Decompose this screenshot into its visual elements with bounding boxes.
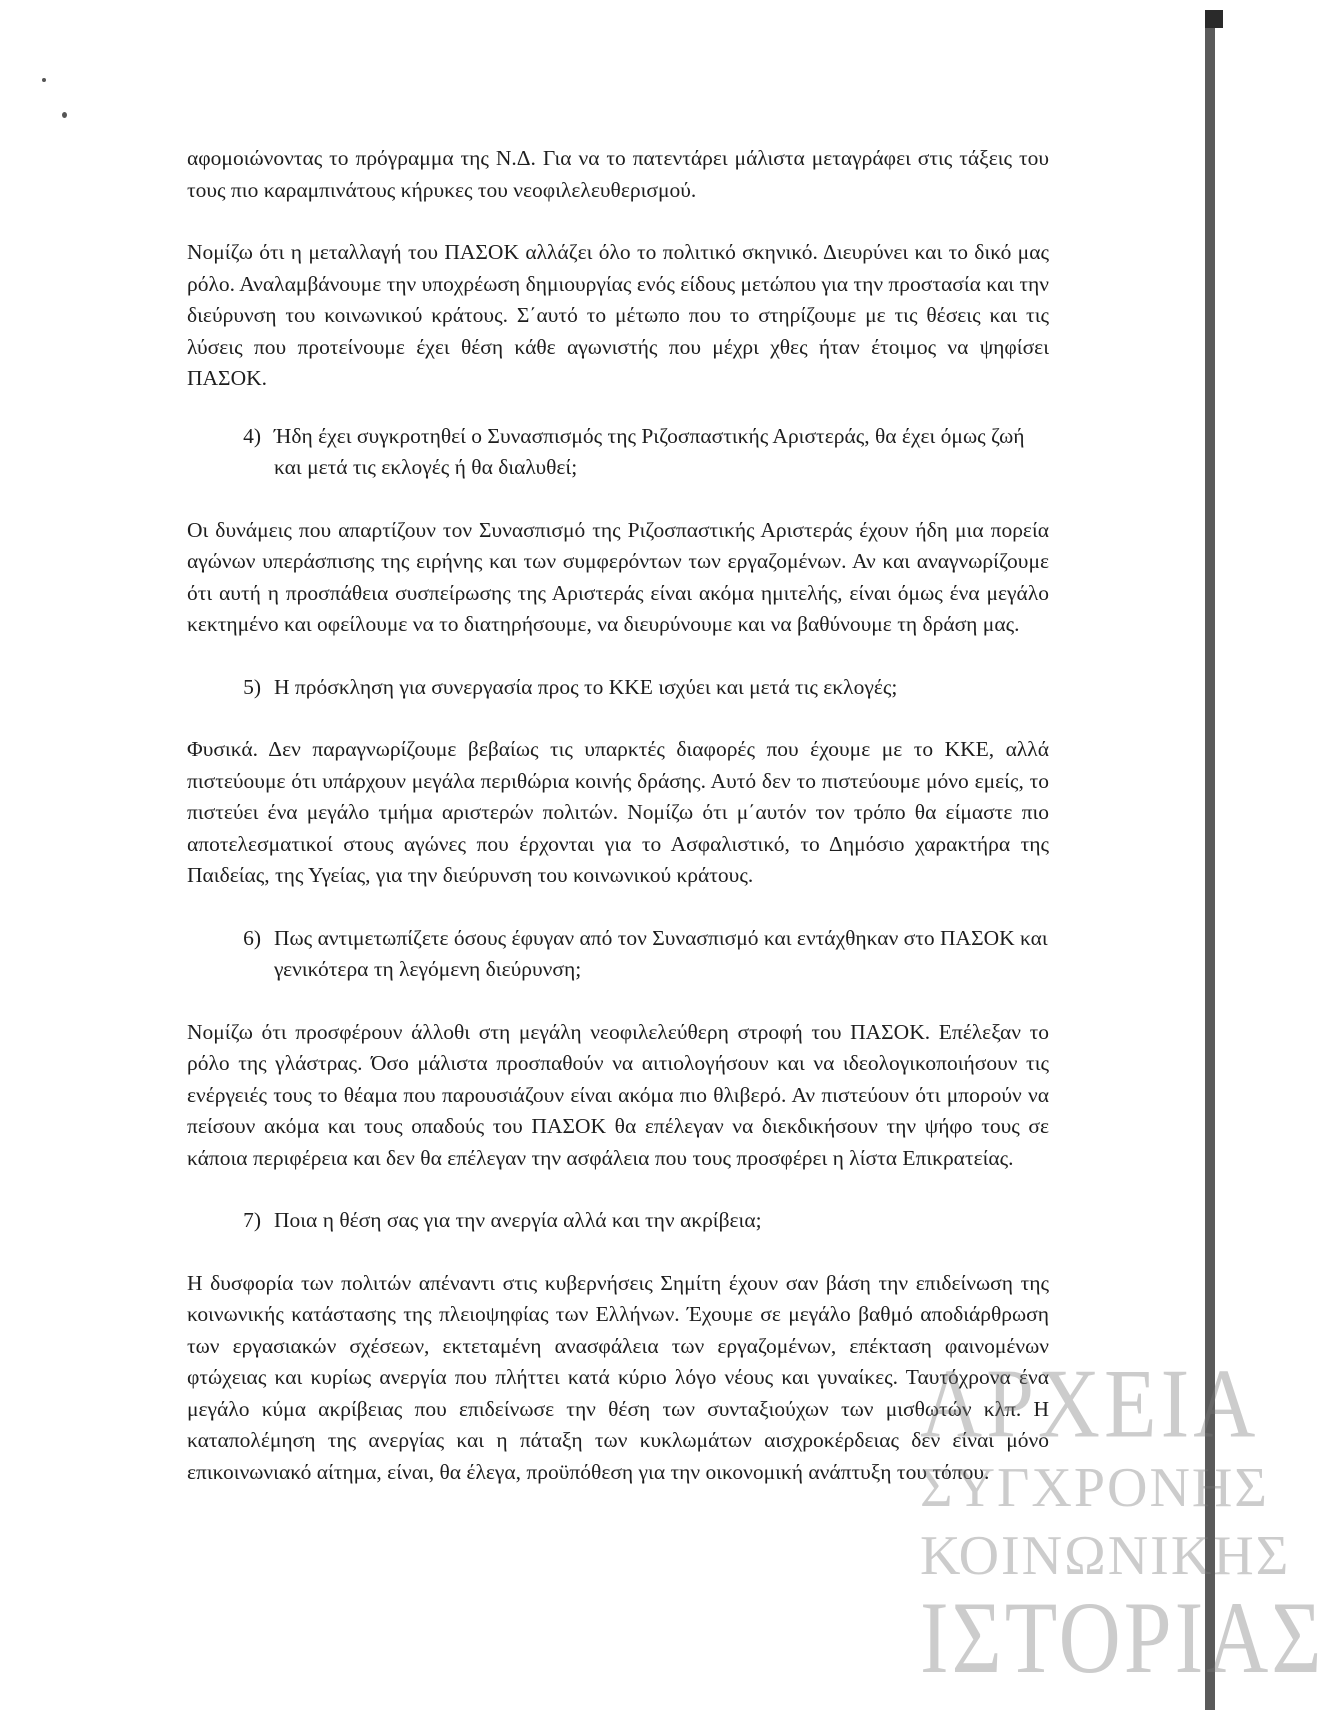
question-number: 6) [243,925,261,950]
question-number: 5) [243,674,261,699]
question-4 [187,421,1049,484]
watermark-line: ΙΣΤΟΡΙΑΣ [920,1579,1324,1695]
watermark-line: ΚΟΙΝΩΝΙΚΗΣ [920,1525,1291,1587]
scan-speck [42,78,46,82]
scan-corner-mark [1205,10,1223,28]
question-7 [187,1205,1049,1237]
paragraph-intro: αφομοιώνοντας το πρόγραμμα της Ν.Δ. Για να το πατεντάρει μάλιστα μεταγράφει στις τάξεις του τους πιο καραμπινάτους κήρυκες του νεοφιλελευθερισμού. [187,146,1049,202]
question-text: Πως αντιμετωπίζετε όσους έφυγαν από τον Συνασπισμό και εντάχθηκαν στο ΠΑΣΟΚ και γενικότερα τη λεγόμενη διεύρυνση; [274,925,1048,981]
document-body [187,143,1049,1488]
question-text: Ποια η θέση σας για την ανεργία αλλά και την ακρίβεια; [274,1208,762,1232]
question-text: Η πρόσκληση για συνεργασία προς το ΚΚΕ ισχύει και μετά τις εκλογές; [274,674,898,699]
question-6 [187,923,1049,986]
scan-speck [62,112,67,118]
answer-6: Νομίζω ότι προσφέρουν άλλοθι στη μεγάλη νεοφιλελεύθερη στροφή του ΠΑΣΟΚ. Επέλεξαν το ρόλο της γλάστρας. Όσο μάλιστα προσπαθούν να αιτιολογήσουν και να ιδεολογικοποιήσουν τις ενέργειές τους το θέαμα που παρουσιάζουν είναι ακόμα πιο θλιβερό. Αν πιστεύουν ότι μπορούν να πείσουν ακόμα και τους οπαδούς του ΠΑΣΟΚ θα επέλεγαν να διεκδικήσουν την ψήφο τους σε κάποια περιφέρεια και δεν θα επέλεγαν την ασφάλεια που τους προσφέρει η λίστα Επικρατείας. [187,1019,1049,1170]
question-number: 4) [243,423,261,448]
question-text: Ήδη έχει συγκροτηθεί ο Συνασπισμός της Ριζοσπαστικής Αριστεράς, θα έχει όμως ζωή και μετά τις εκλογές ή θα διαλυθεί; [274,423,1025,479]
answer-4: Οι δυνάμεις που απαρτίζουν τον Συνασπισμό της Ριζοσπαστικής Αριστεράς έχουν ήδη μια πορεία αγώνων υπεράσπισης της ειρήνης και των συμφερόντων των εργαζομένων. Αν και αναγνωρίζουμε ότι αυτή η προσπάθεια συσπείρωσης της Αριστεράς είναι ακόμα ημιτελής, είναι όμως ένα μεγάλο κεκτημένο και οφείλουμε να το διατηρήσουμε, να διευρύνουμε και να βαθύνουμε τη δράση μας. [187,517,1049,636]
question-5 [187,672,1049,704]
answer-7: Η δυσφορία των πολιτών απέναντι στις κυβερνήσεις Σημίτη έχουν σαν βάση την επιδείνωση της κοινωνικής κατάστασης της πλειοψηφίας των Ελλήνων. Έχουμε σε μεγάλο βαθμό αποδιάρθρωση των εργασιακών σχέσεων, εκτεταμένη ανασφάλεια των εργαζομένων, επέκταση φαινομένων φτώχειας και κυρίως ανεργία που πλήττει κατά κύριο λόγο νέους και γυναίκες. Ταυτόχρονα ένα μεγάλο κύμα ακρίβειας που επιδείνωσε την θέση των συνταξιούχων των μισθωτών κλπ. Η καταπολέμηση της ανεργίας και η πάταξη των κυκλωμάτων αισχροκέρδειας δεν είναι μόνο επικοινωνιακό αίτημα, είναι, θα έλεγα, προϋπόθεση για την οικονομική ανάπτυξη του τόπου. [187,1270,1049,1484]
answer-5: Φυσικά. Δεν παραγνωρίζουμε βεβαίως τις υπαρκτές διαφορές που έχουμε με το ΚΚΕ, αλλά πιστεύουμε ότι υπάρχουν μεγάλα περιθώρια κοινής δράσης. Αυτό δεν το πιστεύουμε μόνο εμείς, το πιστεύει ένα μεγάλο τμήμα αριστερών πολιτών. Νομίζω ότι μ΄αυτόν τον τρόπο θα είμαστε πιο αποτελεσματικοί στους αγώνες που έρχονται για το Ασφαλιστικό, το Δημόσιο χαρακτήρα της Παιδείας, της Υγείας, για την διεύρυνση του κοινωνικού κράτους. [187,737,1049,887]
paragraph-pasok-change: Νομίζω ότι η μεταλλαγή του ΠΑΣΟΚ αλλάζει όλο το πολιτικό σκηνικό. Διευρύνει και το δικό μας ρόλο. Αναλαμβάνουμε την υποχρέωση δημιουργίας ενός είδους μετώπου για την προστασία και την διεύρυνση του κοινωνικού κράτους. Σ΄αυτό το μέτωπο που το στηρίζουμε με τις θέσεις και τις λύσεις που προτείνουμε έχει θέση κάθε αγωνιστής που μέχρι χθες ήταν έτοιμος να ψηφίσει ΠΑΣΟΚ. [187,240,1049,390]
watermark-line: ΑΡΧΕΙΑ [920,1347,1260,1459]
question-number: 7) [243,1208,261,1232]
watermark-line: ΣΥΓΧΡΟΝΗΣ [920,1457,1269,1519]
